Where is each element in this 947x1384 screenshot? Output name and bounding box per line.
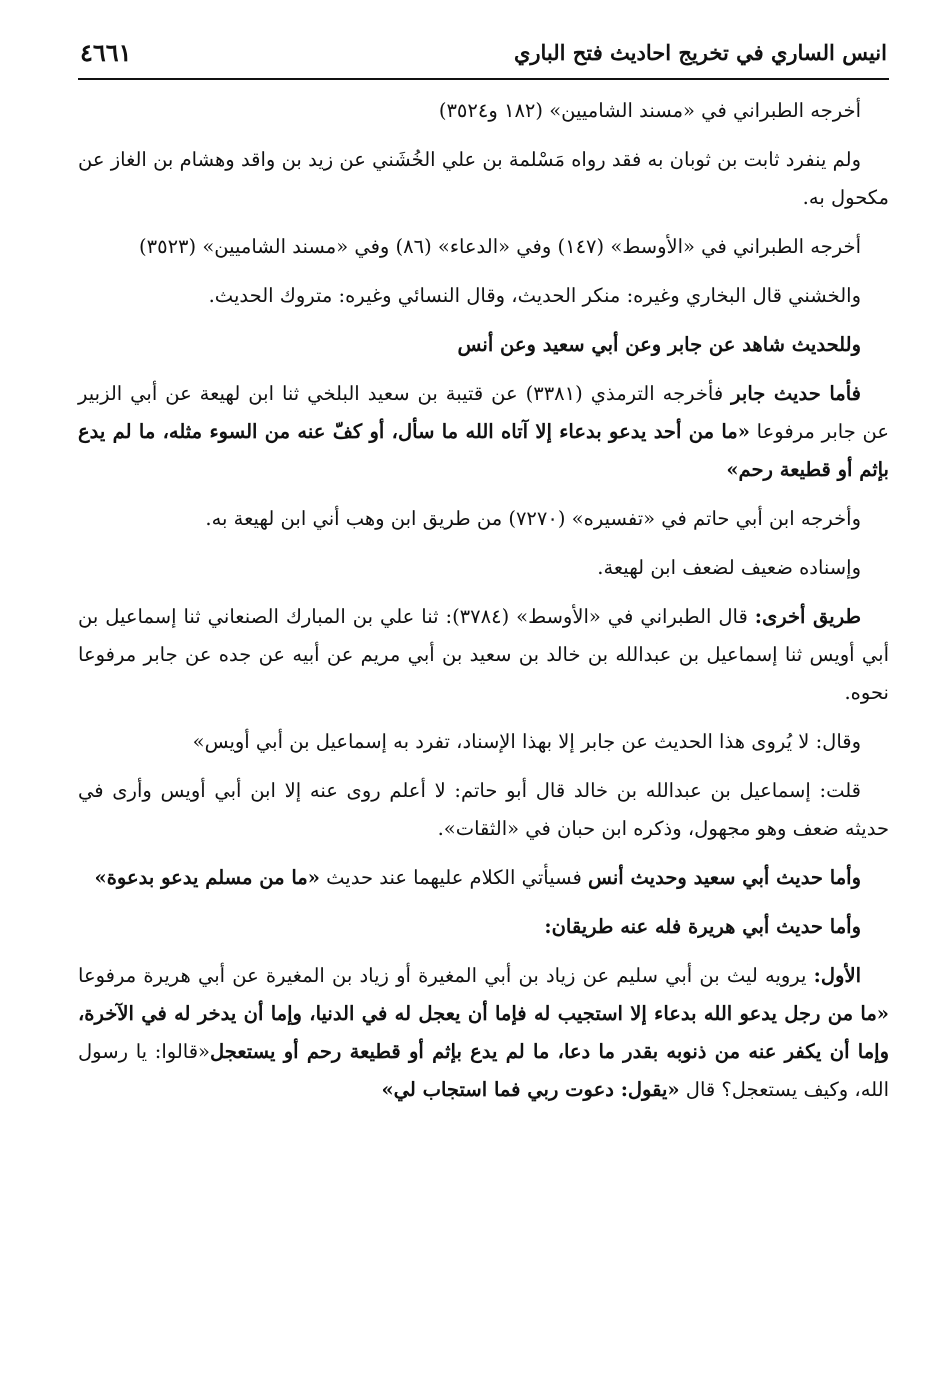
paragraph-5-heading: وللحديث شاهد عن جابر وعن أبي سعيد وعن أنس — [457, 333, 861, 356]
paragraph-6-lead: فأما حديث جابر — [731, 382, 861, 405]
paragraph-9-lead: طريق أخرى: — [754, 605, 861, 628]
paragraph-9 — [78, 598, 889, 712]
paragraph-9-text: قال الطبراني في «الأوسط» (٣٧٨٤): ثنا علي بن المبارك الصنعاني ثنا إسماعيل بن أبي أويس ثنا إسماعيل بن عبدالله بن خالد بن سعيد بن أبي مريم عن أبيه عن جده عن جابر مرفوعا نحوه. — [78, 605, 889, 704]
page-body — [78, 92, 889, 1109]
paragraph-14-text2: «قالوا: يا رسول الله، وكيف يستعجل؟ قال — [78, 1040, 889, 1101]
paragraph-12-lead: وأما حديث أبي سعيد وحديث أنس — [588, 866, 861, 889]
paragraph-6-text: فأخرجه الترمذي (٣٣٨١) عن قتيبة بن سعيد البلخي ثنا ابن لهيعة عن أبي الزبير عن جابر مرفوعا — [78, 382, 889, 443]
running-header — [78, 36, 889, 80]
paragraph-14-text: يرويه ليث بن أبي سليم عن زياد بن أبي المغيرة أو زياد بن المغيرة عن أبي هريرة مرفوعا — [78, 964, 814, 987]
paragraph-14 — [78, 957, 889, 1109]
paragraph-8: وإسناده ضعيف لضعف ابن لهيعة. — [597, 556, 861, 579]
paragraph-14-quote: «ما من رجل يدعو الله بدعاء إلا استجيب له فإما أن يعجل له في الدنيا، وإما أن يدخر له في الآخرة، وإما أن يكفر عنه من ذنوبه بقدر ما دعا، ما لم يدع بإثم أو قطيعة رحم أو يستعجل — [78, 1002, 889, 1063]
paragraph-4: والخشني قال البخاري وغيره: منكر الحديث، وقال النسائي وغيره: متروك الحديث. — [208, 284, 861, 307]
paragraph-11: قلت: إسماعيل بن عبدالله بن خالد قال أبو حاتم: لا أعلم روى عنه إلا ابن أبي أويس وأرى في حديثه ضعف وهو مجهول، وذكره ابن حبان في «الثقات». — [78, 779, 889, 840]
paragraph-6 — [78, 375, 889, 489]
paragraph-12 — [78, 859, 889, 897]
paragraph-6-quote: «ما من أحد يدعو بدعاء إلا آتاه الله ما سأل، أو كفّ عنه من السوء مثله، ما لم يدع بإثم أو قطيعة رحم» — [78, 420, 889, 481]
paragraph-3: أخرجه الطبراني في «الأوسط» (١٤٧) وفي «الدعاء» (٨٦) وفي «مسند الشاميين» (٣٥٢٣) — [139, 235, 861, 258]
paragraph-12-text: فسيأتي الكلام عليهما عند حديث — [319, 866, 589, 889]
page-number: ٤٦٦١ — [80, 38, 132, 67]
book-title: انيس الساري في تخريج احاديث فتح الباري — [513, 40, 887, 65]
paragraph-7: وأخرجه ابن أبي حاتم في «تفسيره» (٧٢٧٠) من طريق ابن وهب أني ابن لهيعة به. — [205, 507, 861, 530]
paragraph-14-quote2: «يقول: دعوت ربي فما استجاب لي» — [381, 1078, 680, 1101]
paragraph-1: أخرجه الطبراني في «مسند الشاميين» (١٨٢ و٣٥٢٤) — [438, 99, 861, 122]
paragraph-13-heading: وأما حديث أبي هريرة فله عنه طريقان: — [544, 915, 861, 938]
paragraph-10: وقال: لا يُروى هذا الحديث عن جابر إلا بهذا الإسناد، تفرد به إسماعيل بن أبي أويس» — [192, 730, 861, 753]
paragraph-14-lead: الأول: — [813, 964, 861, 987]
paragraph-2: ولم ينفرد ثابت بن ثوبان به فقد رواه مَسْلمة بن علي الخُشَني عن زيد بن واقد وهشام بن الغاز عن مكحول به. — [78, 148, 889, 209]
paragraph-12-quote: «ما من مسلم يدعو بدعوة» — [94, 866, 320, 889]
